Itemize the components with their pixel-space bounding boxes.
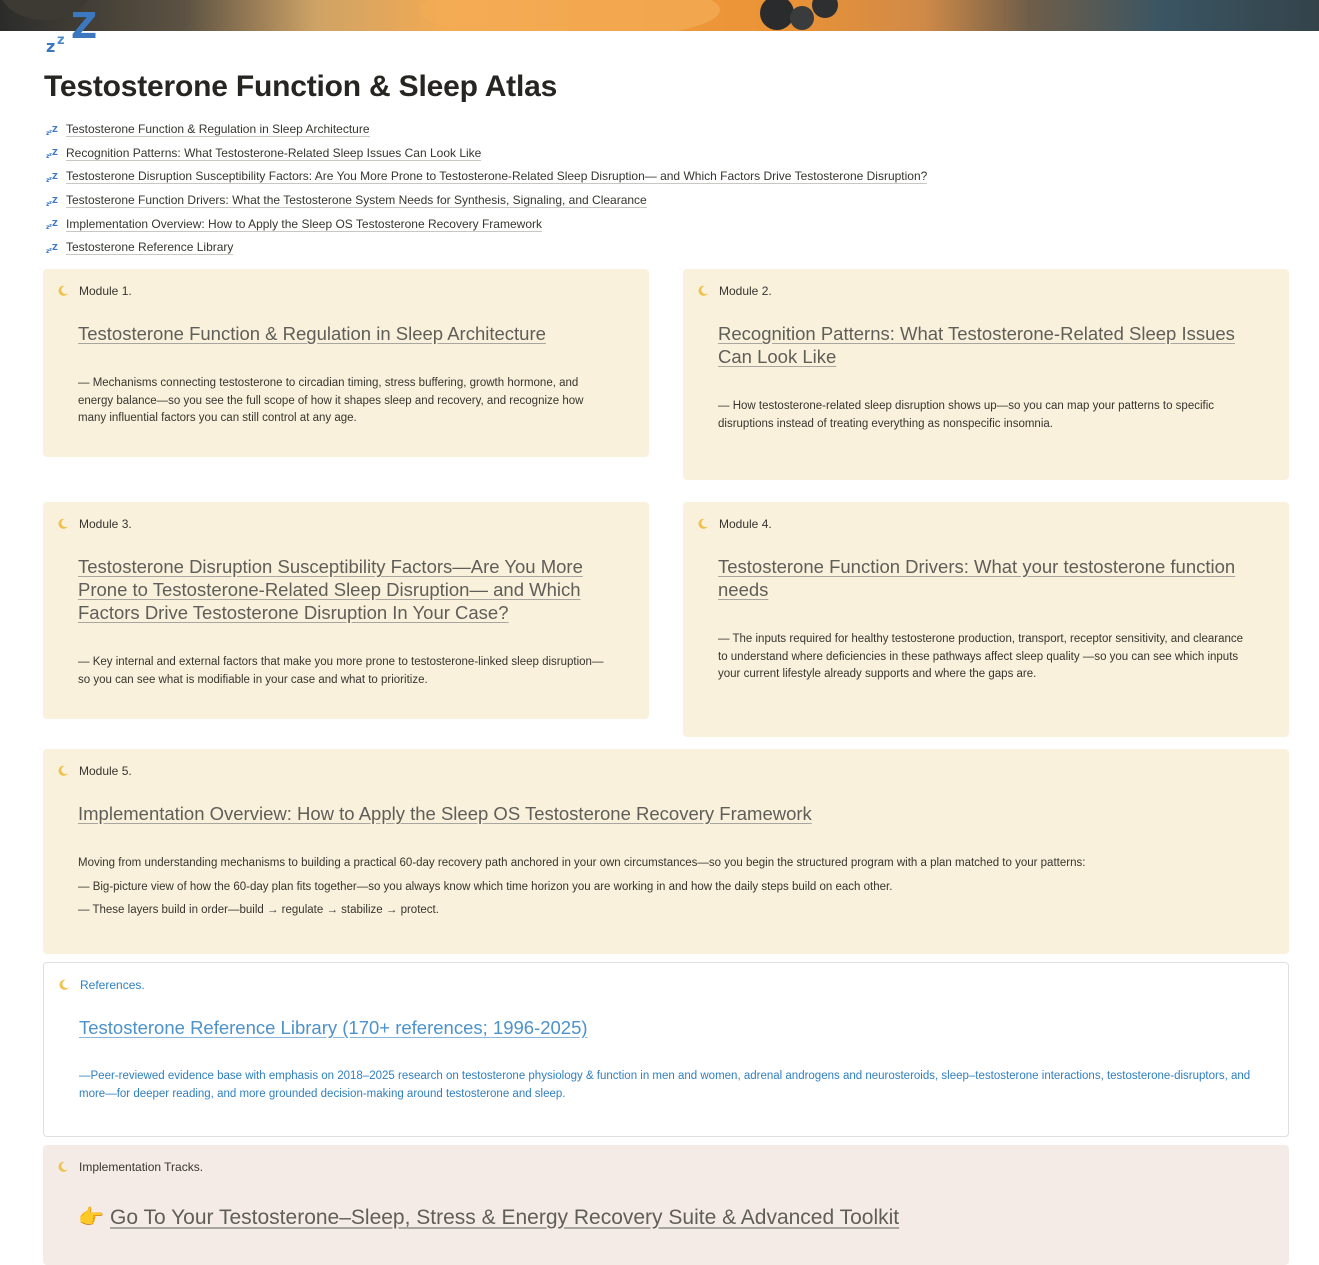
svg-text:z: z xyxy=(46,200,50,207)
module-label: Module 2. xyxy=(719,284,772,298)
description-line: — Big-picture view of how the 60-day plan fits together—so you always know which time horizon you are working in and how the daily steps build on each other. xyxy=(78,880,893,893)
toc-item[interactable] xyxy=(46,212,1046,236)
toc-link[interactable]: Testosterone Disruption Susceptibility Factors: Are You More Prone to Testosterone-Related Sleep Disruption— and Which Factors Drive Testosterone Disruption? xyxy=(66,169,928,184)
module-heading-link[interactable]: Testosterone Function & Regulation in Sleep Architecture xyxy=(78,323,546,344)
zzz-sleep-icon xyxy=(46,195,58,207)
crescent-moon-icon xyxy=(58,979,70,991)
tracks-heading-link[interactable]: 👉 Go To Your Testosterone–Sleep, Stress & Energy Recovery Suite & Advanced Toolkit xyxy=(78,1206,900,1229)
svg-text:z: z xyxy=(49,223,52,230)
svg-text:z: z xyxy=(46,129,50,136)
zzz-sleep-icon xyxy=(46,242,58,254)
crescent-moon-icon xyxy=(697,518,709,530)
toc-item[interactable] xyxy=(46,165,1046,189)
svg-text:Z: Z xyxy=(52,124,58,134)
pointing-hand-icon: 👉 xyxy=(78,1206,105,1229)
crescent-moon-icon xyxy=(57,1161,69,1173)
module-description xyxy=(78,855,1253,926)
module-card-5[interactable] xyxy=(43,749,1289,954)
zzz-sleep-icon xyxy=(46,218,58,230)
cover-image xyxy=(0,0,1319,31)
svg-text:z: z xyxy=(49,175,52,182)
module-heading-link[interactable]: Testosterone Disruption Susceptibility Factors—Are You More Prone to Testosterone-Related Sleep Disruption— and Which Factors Drive Testosterone Disruption In Your Case? xyxy=(78,556,583,623)
module-card-4[interactable] xyxy=(683,502,1289,737)
toc-item[interactable] xyxy=(46,118,1046,142)
description-line: — These layers build in order—build → regulate → stabilize → protect. xyxy=(78,904,439,916)
toc-link[interactable]: Testosterone Reference Library xyxy=(66,240,234,255)
toc-item[interactable] xyxy=(46,189,1046,213)
references-label: References. xyxy=(80,978,145,992)
svg-text:Z: Z xyxy=(52,195,58,205)
module-heading-link[interactable]: Testosterone Function Drivers: What your testosterone function needs xyxy=(718,556,1236,600)
module-heading-link[interactable]: Implementation Overview: How to Apply the Sleep OS Testosterone Recovery Framework xyxy=(78,803,812,824)
svg-text:z: z xyxy=(57,33,65,48)
module-description: — The inputs required for healthy testosterone production, transport, receptor sensitivity, and clearance to understand where deficiencies in these pathways affect sleep quality —so you can see which inputs your current lifestyle already supports and where the gaps are. xyxy=(718,633,1244,680)
zzz-sleep-icon xyxy=(46,124,58,136)
crescent-moon-icon xyxy=(57,518,69,530)
toc-link[interactable]: Recognition Patterns: What Testosterone-Related Sleep Issues Can Look Like xyxy=(66,145,482,160)
svg-text:z: z xyxy=(46,224,50,231)
module-description: — Mechanisms connecting testosterone to circadian timing, stress buffering, growth hormone, and energy balance—so you see the full scope of how it shapes sleep and recovery, and recognize how many influential factors you can still control at any age. xyxy=(78,377,584,424)
module-card-3[interactable] xyxy=(43,502,649,719)
module-card-2[interactable] xyxy=(683,269,1289,480)
crescent-moon-icon xyxy=(57,765,69,777)
toc-item[interactable] xyxy=(46,236,1046,260)
toc-link[interactable]: Testosterone Function & Regulation in Sleep Architecture xyxy=(66,122,370,137)
module-label: Module 4. xyxy=(719,517,772,531)
description-line: Moving from understanding mechanisms to building a practical 60-day recovery path anchored in your own circumstances—so you begin the structured program with a plan matched to your patterns: xyxy=(78,857,1086,869)
module-label: Module 3. xyxy=(79,517,132,531)
module-label: Module 1. xyxy=(79,284,132,298)
implementation-tracks-card[interactable] xyxy=(43,1145,1289,1265)
svg-text:Z: Z xyxy=(52,219,58,229)
svg-text:Z: Z xyxy=(52,148,58,158)
table-of-contents xyxy=(46,118,1046,260)
zzz-sleep-icon xyxy=(46,171,58,183)
toc-item[interactable] xyxy=(46,142,1046,166)
references-heading-link[interactable]: Testosterone Reference Library (170+ references; 1996-2025) xyxy=(79,1017,588,1038)
module-description: — Key internal and external factors that make you more prone to testosterone-linked sleep disruption—so you can see what is modifiable in your case and what to prioritize. xyxy=(78,656,604,686)
references-card[interactable] xyxy=(43,962,1289,1137)
references-description: —Peer-reviewed evidence base with emphasis on 2018–2025 research on testosterone physiology & function in men and women, adrenal androgens and neurosteroids, sleep–testosterone interactions, testosterone-disruptors, and more—for deeper reading, and more grounded decision-making around testosterone and sleep. xyxy=(79,1070,1251,1100)
zzz-sleep-icon xyxy=(46,147,58,159)
zzz-sleep-icon[interactable] xyxy=(44,2,104,56)
svg-text:z: z xyxy=(46,37,56,56)
crescent-moon-icon xyxy=(57,285,69,297)
tracks-label: Implementation Tracks. xyxy=(79,1160,204,1174)
svg-text:z: z xyxy=(46,247,50,254)
module-label: Module 5. xyxy=(79,764,132,778)
toc-link[interactable]: Implementation Overview: How to Apply the Sleep OS Testosterone Recovery Framework xyxy=(66,216,542,231)
svg-text:Z: Z xyxy=(52,242,58,252)
module-description: — How testosterone-related sleep disruption shows up—so you can map your patterns to specific disruptions instead of treating everything as nonspecific insomnia. xyxy=(718,400,1215,430)
svg-text:z: z xyxy=(49,199,52,206)
crescent-moon-icon xyxy=(697,285,709,297)
svg-text:z: z xyxy=(49,152,52,159)
svg-text:z: z xyxy=(46,176,50,183)
svg-text:z: z xyxy=(46,153,50,160)
module-card-1[interactable] xyxy=(43,269,649,457)
svg-text:z: z xyxy=(49,128,52,135)
page-title: Testosterone Function & Sleep Atlas xyxy=(44,70,558,103)
toc-link[interactable]: Testosterone Function Drivers: What the Testosterone System Needs for Synthesis, Signaling, and Clearance xyxy=(66,193,647,208)
svg-text:z: z xyxy=(49,246,52,253)
svg-text:Z: Z xyxy=(52,171,58,181)
module-heading-link[interactable]: Recognition Patterns: What Testosterone-Related Sleep Issues Can Look Like xyxy=(718,323,1235,367)
svg-text:Z: Z xyxy=(71,6,98,47)
